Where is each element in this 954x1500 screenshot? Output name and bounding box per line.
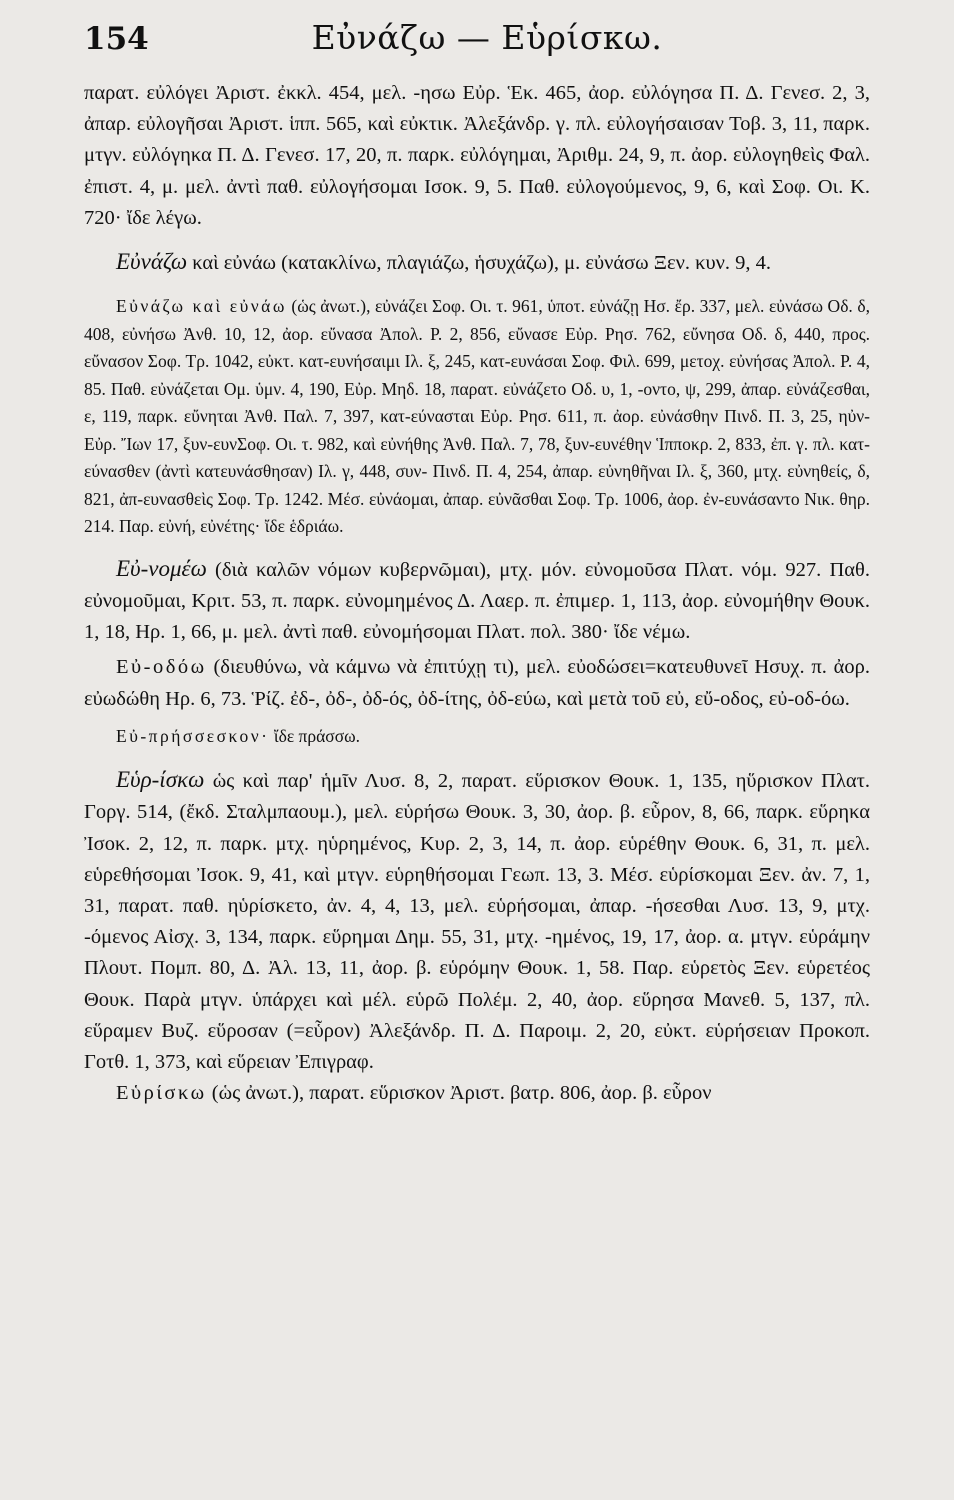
dictionary-body	[84, 78, 870, 1109]
entry-text: (ὡς ἀνωτ.), παρατ. εὕρισκον Ἀριστ. βατρ. 806, ἀορ. β. εὗρον	[206, 1082, 712, 1105]
entry-text: ἴδε πράσσω.	[269, 725, 361, 746]
entry-headword: Εὑρ-ίσκω	[116, 767, 205, 793]
spacer	[84, 234, 870, 246]
running-title: Εὐνάζω — Εὑρίσκω.	[311, 18, 663, 57]
page-number: 154	[84, 21, 149, 57]
entry-headword: Εὐ-οδόω	[116, 656, 207, 679]
dictionary-subentry	[84, 1078, 870, 1109]
entry-continuation	[84, 78, 870, 234]
entry-text: παρατ. εὐλόγει Ἀριστ. ἐκκλ. 454, μελ. -ησω Εὐρ. Ἑκ. 465, ἀορ. εὐλόγησα Π. Δ. Γενεσ. 2, 3, ἀπαρ. εὐλογῆσαι Ἀριστ. ἱππ. 565, καὶ εὐκτικ. Ἀλεξάνδρ. γ. πλ. εὐλογήσαισαν Τοβ. 3, 11, παρκ. μτγν. εὐλόγηκα Π. Δ. Γενεσ. 17, 20, π. παρκ. εὐλόγημαι, Ἀριθμ. 24, 9, π. ἀορ. εὐλογηθεὶς Φαλ. ἐπιστ. 4, μ. μελ. ἀντὶ παθ. εὐλογήσομαι Ισοκ. 9, 5. Παθ. εὐλογούμενος, 9, 6, καὶ Σοφ. Οι. Κ. 720· ἴδε λέγω.	[84, 82, 870, 229]
dictionary-entry	[84, 246, 870, 279]
entry-text: καὶ εὐνάω (κατακλίνω, πλαγιάζω, ἡσυχάζω), μ. εὐνάσω Ξεν. κυν. 9, 4.	[187, 252, 771, 275]
entry-headword: Εὑρίσκω	[116, 1082, 207, 1105]
entry-headword: Εὐ-πρήσσεσκον·	[116, 725, 270, 746]
spacer	[84, 279, 870, 293]
entry-headword: Εὐνάζω	[116, 249, 188, 275]
entry-text: (διευθύνω, νὰ κάμνω νὰ ἐπιτύχῃ τι), μελ. εὐοδώσει=κατευθυνεῖ Ησυχ. π. ἀορ. εὐωδώθη Ηρ. 6, 73. Ῥίζ. ἐδ-, ὀδ-, ὀδ-ός, ὀδ-ίτης, ὀδ-εύω, καὶ μετὰ τοῦ εὐ, εὔ-οδος, εὐ-οδ-όω.	[84, 656, 870, 710]
entry-text: ὡς καὶ παρ' ἡμῖν Λυσ. 8, 2, παρατ. εὕρισκον Θουκ. 1, 135, ηὕρισκον Πλατ. Γοργ. 514, (ἔκδ. Σταλμπαουμ.), μελ. εὑρήσω Θουκ. 3, 30, ἀορ. β. εὗρον, 8, 66, παρκ. εὕρηκα Ἰσοκ. 2, 12, π. παρκ. μτχ. ηὑρημένος, Κυρ. 2, 3, 14, π. ἀορ. εὑρέθην Θουκ. 6, 31, π. μελ. εὑρεθήσομαι Ἰσοκ. 9, 41, καὶ μτγν. εὑρηθήσομαι Γεωπ. 13, 3. Μέσ. εὑρίσκομαι Ξεν. ἀν. 7, 1, 31, παρατ. παθ. ηὑρίσκετο, ἀν. 4, 4, 13, μελ. εὑρήσομαι, ἀπαρ. -ήσεσθαι Λυσ. 13, 9, μτχ. -όμενος Αἰσχ. 3, 134, παρκ. εὕρημαι Δημ. 55, 31, μτχ. -ημένος, 19, 17, ἀορ. α. μτγν. εὑράμην Πλουτ. Πομπ. 80, Δ. Ἀλ. 13, 11, ἀορ. β. εὑρόμην Θουκ. 1, 58. Παρ. εὑρετὸς Ξεν. εὑρετέος Θουκ. Παρὰ μτγν. ὑπάρχει καὶ μέλ. εὑρῶ Πολέμ. 2, 40, ἀορ. εὕρησα Μανεθ. 5, 137, πλ. εὕραμεν Βυζ. εὕροσαν (=εὗρον) Ἀλεξάνδρ. Π. Δ. Παροιμ. 2, 20, εὐκτ. εὑρήσειαν Προκοπ. Γοτθ. 1, 373, καὶ εὕρειαν Ἐπιγραφ.	[84, 770, 870, 1074]
entry-headword: Εὐνάζω καὶ εὐνάω	[116, 296, 287, 317]
page-header	[84, 18, 870, 78]
spacer	[84, 541, 870, 553]
spacer	[84, 750, 870, 764]
dictionary-subentry	[84, 293, 870, 541]
dictionary-entry	[84, 764, 870, 1078]
dictionary-entry	[84, 553, 870, 649]
dictionary-subentry	[84, 723, 870, 751]
entry-headword: Εὐ-νομέω	[116, 555, 207, 581]
entry-text: (διὰ καλῶν νόμων κυβερνῶμαι), μτχ. μόν. εὐνομοῦσα Πλατ. νόμ. 927. Παθ. εὐνομοῦμαι, Κριτ. 53, π. παρκ. εὐνομημένος Δ. Λαερ. π. ἐπιμερ. 1, 113, ἀορ. εὐνομήθην Θουκ. 1, 18, Ηρ. 1, 66, μ. μελ. ἀντὶ παθ. εὐνομήσομαι Πλατ. πολ. 380· ἴδε νέμω.	[84, 558, 870, 644]
entry-text: (ὡς ἀνωτ.), εὐνάζει Σοφ. Οι. τ. 961, ὑποτ. εὐνάζῃ Ησ. ἔρ. 337, μελ. εὐνάσω Οδ. δ, 408, εὐνήσω Ἀνθ. 10, 12, ἀορ. εὔνασα Ἀπολ. Ρ. 2, 856, εὔνασε Εὐρ. Ρησ. 762, εὔνησα Οδ. δ, 440, προς. εὔνασον Σοφ. Τρ. 1042, εὐκτ. κατ-ευνήσαιμι Ιλ. ξ, 245, κατ-ευνάσαι Σοφ. Φιλ. 699, μετοχ. εὐνήσας Ἀπολ. Ρ. 4, 85. Παθ. εὐνάζεται Ομ. ὑμν. 4, 190, Εὐρ. Μηδ. 18, παρατ. εὐνάζετο Οδ. υ, 1, -οντο, ψ, 299, ἀπαρ. εὐνάζεσθαι, ε, 119, παρκ. εὔνηται Ἀνθ. Παλ. 7, 397, κατ-εύνασται Εὐρ. Ρησ. 611, π. ἀορ. εὐνάσθην Πινδ. Π. 3, 25, ηὐν- Εὐρ. Ἴων 17, ξυν-ευνΣοφ. Οι. τ. 982, καὶ εὐνήθης Ἀνθ. Παλ. 7, 78, ξυν-ευνέθην Ἱπποκρ. 2, 833, ἐπ. γ. πλ. κατ-εύνασθεν (ἀντὶ κατευνάσθησαν) Ιλ. γ, 448, συν- Πινδ. Π. 4, 254, ἀπαρ. εὐνηθῆναι Ιλ. ξ, 360, μτχ. εὐνηθείς, δ, 821, ἀπ-ευνασθεὶς Σοφ. Τρ. 1242. Μέσ. εὐνάομαι, ἀπαρ. εὐνᾶσθαι Σοφ. Τρ. 1006, ἀορ. ἐν-ευνάσαντο Νικ. θηρ. 214. Παρ. εὐνή, εὐνέτης· ἴδε ἑδριάω.	[84, 296, 870, 537]
dictionary-subentry	[84, 652, 870, 714]
